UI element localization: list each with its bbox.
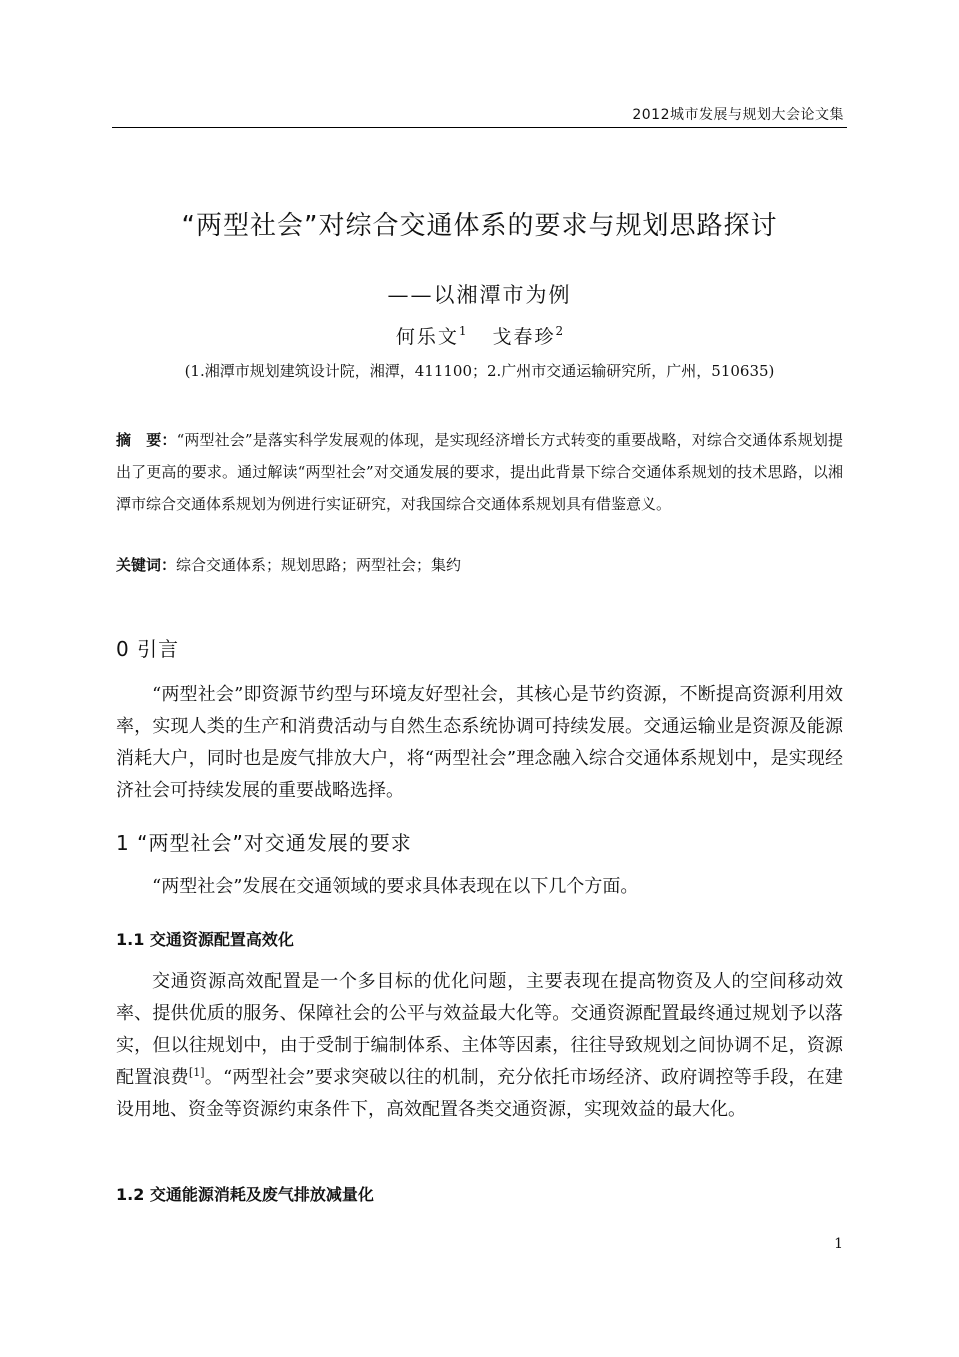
paper-title: “两型社会”对综合交通体系的要求与规划思路探讨 — [181, 211, 778, 241]
section-heading: 0 引言 — [116, 637, 180, 661]
keywords — [116, 550, 843, 580]
subsection-heading: 1.2 交通能源消耗及废气排放减量化 — [116, 1185, 374, 1204]
author-name: 戈春珍 — [492, 326, 556, 348]
keywords-text: 综合交通体系；规划思路；两型社会；集约 — [176, 556, 462, 574]
body-paragraph — [116, 966, 843, 1126]
running-header: 2012城市发展与规划大会论文集 — [632, 107, 844, 123]
paragraph-text: 。“两型社会”要求突破以往的机制，充分依托市场经济、政府调控等手段，在建设用地、资金等资源约束条件下，高效配置各类交通资源，实现效益的最大化。 — [116, 1067, 844, 1120]
page-number: 1 — [834, 1236, 843, 1252]
paper-subtitle: ——以湘潭市为例 — [387, 283, 572, 307]
keywords-label: 关键词： — [116, 556, 177, 574]
subsection-heading: 1.1 交通资源配置高效化 — [116, 930, 294, 949]
body-paragraph: “两型社会”即资源节约型与环境友好型社会，其核心是节约资源，不断提高资源利用效率，实现人类的生产和消费活动与自然生态系统协调可持续发展。交通运输业是资源及能源消耗大户，同时也是废气排放大户，将“两型社会”理念融入综合交通体系规划中，是实现经济社会可持续发展的重要战略选择。 — [116, 684, 843, 801]
abstract-label: 摘 要： — [116, 431, 177, 449]
paragraph-text: 交通资源高效配置是一个多目标的优化问题，主要表现在提高物资及人的空间移动效率、提供优质的服务、保障社会的公平与效益最大化等。交通资源配置最终通过规划予以落实，但以往规划中，由于受制于编制体系、主体等因素，往往导致规划之间协调不足，资源配置浪费 — [116, 971, 843, 1088]
author-affiliation-marker: 2 — [555, 324, 564, 338]
affiliation-line: (1.湘潭市规划建筑设计院，湘潭，411100；2.广州市交通运输研究所，广州，510635) — [184, 362, 775, 380]
author-line — [0, 322, 959, 349]
section-heading: 1 “两型社会”对交通发展的要求 — [116, 831, 412, 855]
author-affiliation-marker: 1 — [458, 324, 467, 338]
header-rule — [112, 127, 847, 128]
author-name: 何乐文 — [395, 326, 459, 348]
abstract — [116, 424, 843, 520]
abstract-text: “两型社会”是落实科学发展观的体现，是实现经济增长方式转变的重要战略，对综合交通体系规划提出了更高的要求。通过解读“两型社会”对交通发展的要求，提出此背景下综合交通体系规划的技术思路，以湘潭市综合交通体系规划为例进行实证研究，对我国综合交通体系规划具有借鉴意义。 — [116, 431, 843, 513]
citation-marker: [1] — [188, 1066, 205, 1079]
body-paragraph: “两型社会”发展在交通领域的要求具体表现在以下几个方面。 — [152, 876, 639, 897]
